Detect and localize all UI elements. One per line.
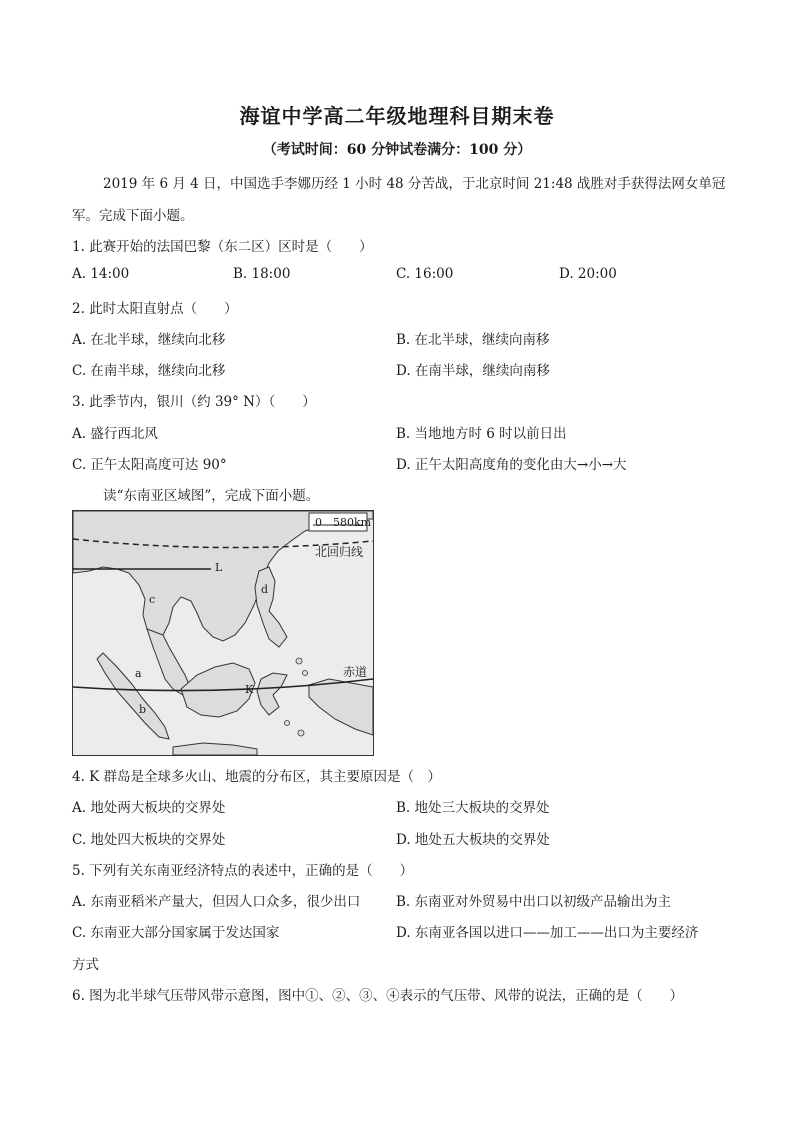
question-5-option-b[interactable]: B. 东南亚对外贸易中出口以初级产品输出为主	[396, 894, 672, 910]
point-label-c: c	[149, 593, 156, 606]
exam-subtitle: （考试时间：60 分钟试卷满分：100 分）	[262, 142, 532, 158]
equator-label: 赤道	[343, 665, 368, 679]
question-2-option-b[interactable]: B. 在北半球，继续向南移	[396, 332, 550, 348]
question-5-option-d[interactable]: D. 东南亚各国以进口——加工——出口为主要经济	[396, 925, 699, 941]
point-label-l: L	[215, 561, 223, 574]
question-3-option-b[interactable]: B. 当地地方时 6 时以前日出	[396, 426, 567, 442]
question-5-stem: 5. 下列有关东南亚经济特点的表述中，正确的是（ ）	[72, 863, 414, 879]
intro-paragraph-line1: 2019 年 6 月 4 日，中国选手李娜历经 1 小时 48 分苦战，于北京时间 21:48 战胜对手获得法网女单冠	[103, 176, 726, 192]
question-2-option-a[interactable]: A. 在北半球，继续向北移	[72, 332, 226, 348]
question-6-stem: 6. 图为北半球气压带风带示意图，图中①、②、③、④表示的气压带、风带的说法，正确的是（ ）	[72, 988, 684, 1004]
exam-title: 海谊中学高二年级地理科目期末卷	[239, 104, 555, 128]
question-5-option-d-wrap: 方式	[72, 957, 99, 973]
point-label-d: d	[261, 583, 269, 596]
question-3-option-a[interactable]: A. 盛行西北风	[72, 426, 158, 442]
question-2-option-d[interactable]: D. 在南半球，继续向南移	[396, 363, 550, 379]
intro-paragraph-line2: 军。完成下面小题。	[72, 208, 194, 224]
question-1-option-b[interactable]: B. 18:00	[233, 266, 291, 282]
southeast-asia-map	[72, 510, 374, 756]
tropic-label: 北回归线	[315, 545, 364, 559]
question-3-option-c[interactable]: C. 正午太阳高度可达 90°	[72, 457, 227, 473]
question-3-stem: 3. 此季节内，银川（约 39° N）（ ）	[72, 394, 316, 410]
question-2-option-c[interactable]: C. 在南半球，继续向北移	[72, 363, 226, 379]
question-4-option-b[interactable]: B. 地处三大板块的交界处	[396, 800, 550, 816]
question-1-option-a[interactable]: A. 14:00	[72, 266, 130, 282]
question-1-stem: 1. 此赛开始的法国巴黎（东二区）区时是（ ）	[72, 239, 373, 255]
point-label-b: b	[139, 703, 147, 716]
question-5-option-c[interactable]: C. 东南亚大部分国家属于发达国家	[72, 925, 280, 941]
question-5-option-a[interactable]: A. 东南亚稻米产量大，但因人口众多，很少出口	[72, 894, 361, 910]
question-2-stem: 2. 此时太阳直射点（ ）	[72, 301, 238, 317]
question-4-option-a[interactable]: A. 地处两大板块的交界处	[72, 800, 226, 816]
question-4-option-c[interactable]: C. 地处四大板块的交界处	[72, 832, 226, 848]
scale-label: 0 580km	[315, 516, 372, 529]
point-label-k: K	[245, 683, 254, 696]
map-intro: 读“东南亚区域图”，完成下面小题。	[103, 488, 320, 504]
question-4-stem: 4. K 群岛是全球多火山、地震的分布区，其主要原因是（ ）	[72, 769, 442, 785]
question-4-option-d[interactable]: D. 地处五大板块的交界处	[396, 832, 550, 848]
question-3-option-d[interactable]: D. 正午太阳高度角的变化由大→小→大	[396, 457, 627, 473]
question-1-option-d[interactable]: D. 20:00	[559, 266, 617, 282]
point-label-a: a	[135, 667, 142, 680]
question-1-option-c[interactable]: C. 16:00	[396, 266, 454, 282]
